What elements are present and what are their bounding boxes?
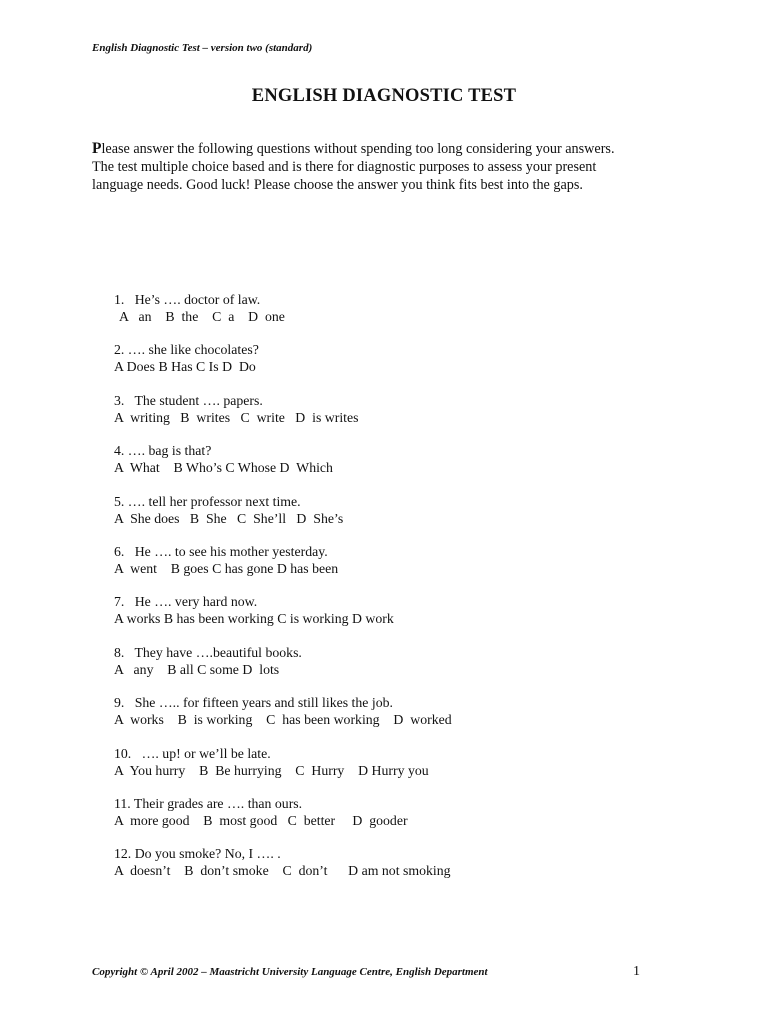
question-4 [114, 442, 674, 492]
question-options: A more good B most good C better D gooder [114, 812, 408, 828]
question-stem: 9. She ….. for fifteen years and still likes the job. [114, 695, 393, 711]
question-12 [114, 845, 674, 895]
question-2 [114, 341, 674, 391]
question-9 [114, 694, 674, 744]
question-7 [114, 593, 674, 643]
question-1 [114, 291, 674, 341]
question-options: A works B is working C has been working D worked [114, 712, 452, 728]
question-stem: 3. The student …. papers. [114, 392, 263, 408]
question-stem: 7. He …. very hard now. [114, 594, 258, 610]
question-stem: 8. They have ….beautiful books. [114, 644, 302, 660]
instructions-paragraph [92, 140, 682, 194]
instructions-line-2: The test multiple choice based and is there for diagnostic purposes to assess your present [92, 159, 597, 175]
question-stem: 6. He …. to see his mother yesterday. [114, 543, 328, 559]
copyright-footer: Copyright © April 2002 – Maastricht University Language Centre, English Department [92, 966, 488, 978]
running-header: English Diagnostic Test – version two (standard) [92, 42, 313, 54]
instructions-line-3: language needs. Good luck! Please choose the answer you think fits best into the gaps. [92, 177, 583, 193]
question-options: A She does B She C She’ll D She’s [114, 510, 344, 526]
question-stem: 2. …. she like chocolates? [114, 342, 259, 358]
question-options: A doesn’t B don’t smoke C don’t D am not smoking [114, 863, 451, 879]
question-options: A Does B Has C Is D Do [114, 359, 256, 375]
question-list [114, 291, 674, 896]
instructions-line-1-text: lease answer the following questions without spending too long considering your answers. [101, 141, 615, 157]
question-stem: 1. He’s …. doctor of law. [114, 292, 261, 307]
question-8 [114, 644, 674, 694]
question-stem: 4. …. bag is that? [114, 443, 212, 459]
question-3 [114, 392, 674, 442]
question-options: A went B goes C has gone D has been [114, 560, 339, 576]
question-11 [114, 795, 674, 845]
question-options: A writing B writes C write D is writes [114, 409, 359, 425]
question-options: A You hurry B Be hurrying C Hurry D Hurry you [114, 762, 429, 778]
page-title: ENGLISH DIAGNOSTIC TEST [251, 86, 517, 106]
instructions-dropcap: P [92, 140, 102, 157]
question-options: A an B the C a D one [119, 309, 285, 324]
instructions-line-1 [92, 140, 682, 158]
question-options: A any B all C some D lots [114, 661, 280, 677]
question-stem: 5. …. tell her professor next time. [114, 493, 301, 509]
question-10 [114, 745, 674, 795]
question-5 [114, 493, 674, 543]
question-stem: 12. Do you smoke? No, I …. . [114, 846, 281, 862]
question-options: A What B Who’s C Whose D Which [114, 460, 333, 476]
question-options: A works B has been working C is working D work [114, 611, 394, 627]
page-number: 1 [633, 964, 640, 979]
question-stem: 11. Their grades are …. than ours. [114, 795, 303, 811]
question-stem: 10. …. up! or we’ll be late. [114, 745, 271, 761]
question-6 [114, 543, 674, 593]
